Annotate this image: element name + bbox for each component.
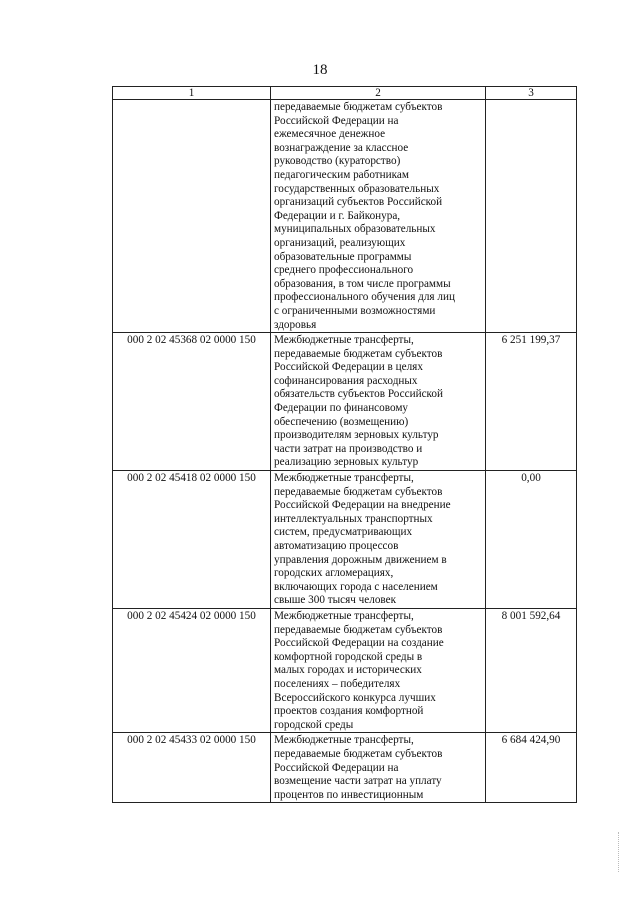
description-line: образовательные программы <box>274 250 412 263</box>
description-line: процентов по инвестиционным <box>274 788 424 801</box>
description-line: обеспечению (возмещению) <box>274 415 409 428</box>
description-line: Российской Федерации на внедрение <box>274 499 451 512</box>
description-line: образования, в том числе программы <box>274 277 451 290</box>
budget-code: 000 2 02 45433 02 0000 150 <box>113 733 271 803</box>
table-row <box>113 733 577 803</box>
description-line: Федерации и г. Байконура, <box>274 209 401 222</box>
description-line: муниципальных образовательных <box>274 223 436 236</box>
description-line: Межбюджетные трансферты, <box>274 472 414 485</box>
description-line: возмещение части затрат на уплату <box>274 775 442 788</box>
budget-code: 000 2 02 45418 02 0000 150 <box>113 471 271 609</box>
description-line: свыше 300 тысяч человек <box>274 594 397 607</box>
amount-cell: 6 251 199,37 <box>486 333 577 471</box>
description-line: интеллектуальных транспортных <box>274 512 433 525</box>
description-line: руководство (кураторство) <box>274 155 401 168</box>
amount-cell <box>486 100 577 333</box>
amount-cell: 0,00 <box>486 471 577 609</box>
column-header-2: 2 <box>271 87 486 100</box>
page-number: 18 <box>312 62 328 78</box>
description-line: передаваемые бюджетам субъектов <box>274 485 443 498</box>
description-line: ежемесячное денежное <box>274 128 386 141</box>
description-line: организаций, реализующих <box>274 236 406 249</box>
description-cell <box>271 471 486 609</box>
description-line: Межбюджетные трансферты, <box>274 609 414 622</box>
amount-cell: 6 684 424,90 <box>486 733 577 803</box>
description-line: малых городах и исторических <box>274 664 422 677</box>
description-line: передаваемые бюджетам субъектов <box>274 101 443 113</box>
description-line: передаваемые бюджетам субъектов <box>274 347 443 360</box>
description-line: профессионального обучения для лиц <box>274 291 455 304</box>
description-line: передаваемые бюджетам субъектов <box>274 623 443 636</box>
description-line: производителям зерновых культур <box>274 429 439 442</box>
table-row <box>113 608 577 732</box>
description-line: комфортной городской среды в <box>274 650 423 663</box>
description-line: городских агломерациях, <box>274 567 394 580</box>
column-header-3: 3 <box>486 87 577 100</box>
table-row <box>113 471 577 609</box>
description-line: софинансирования расходных <box>274 374 418 387</box>
header-row <box>113 87 577 100</box>
table-row <box>113 100 577 333</box>
description-cell <box>271 333 486 471</box>
budget-table <box>112 86 577 803</box>
description-line: обязательств субъектов Российской <box>274 388 443 401</box>
description-line: педагогическим работникам <box>274 168 409 181</box>
description-line: Межбюджетные трансферты, <box>274 334 414 347</box>
budget-code <box>113 100 271 333</box>
description-line: Российской Федерации на <box>274 114 399 127</box>
description-line: вознаграждение за классное <box>274 141 409 154</box>
description-line: Федерации по финансовому <box>274 402 409 415</box>
description-line: передаваемые бюджетам субъектов <box>274 747 443 760</box>
description-line: Всероссийского конкурса лучших <box>274 691 436 704</box>
description-line: Российской Федерации в целях <box>274 361 423 374</box>
description-line: поселениях – победителях <box>274 677 401 690</box>
description-cell <box>271 100 486 333</box>
description-line: Российской Федерации на <box>274 761 399 774</box>
description-line: систем, предусматривающих <box>274 526 413 539</box>
description-line: Межбюджетные трансферты, <box>274 734 414 747</box>
description-line: городской среды <box>274 718 354 731</box>
budget-code: 000 2 02 45368 02 0000 150 <box>113 333 271 471</box>
description-line: управления дорожным движением в <box>274 553 447 566</box>
margin-mark <box>618 832 625 872</box>
description-line: государственных образовательных <box>274 182 440 195</box>
description-line: Российской Федерации на создание <box>274 637 444 650</box>
description-line: реализацию зерновых культур <box>274 456 419 469</box>
description-cell <box>271 608 486 732</box>
column-header-1: 1 <box>113 87 271 100</box>
table-row <box>113 333 577 471</box>
description-line: части затрат на производство и <box>274 442 423 455</box>
description-line: включающих города с населением <box>274 580 438 593</box>
description-line: с ограниченными возможностями <box>274 304 436 317</box>
description-cell <box>271 733 486 803</box>
description-line: проектов создания комфортной <box>274 705 424 718</box>
description-line: среднего профессионального <box>274 264 414 277</box>
amount-cell: 8 001 592,64 <box>486 608 577 732</box>
description-line: здоровья <box>274 318 317 331</box>
description-line: автоматизацию процессов <box>274 540 399 552</box>
budget-code: 000 2 02 45424 02 0000 150 <box>113 608 271 732</box>
description-line: организаций субъектов Российской <box>274 196 443 209</box>
